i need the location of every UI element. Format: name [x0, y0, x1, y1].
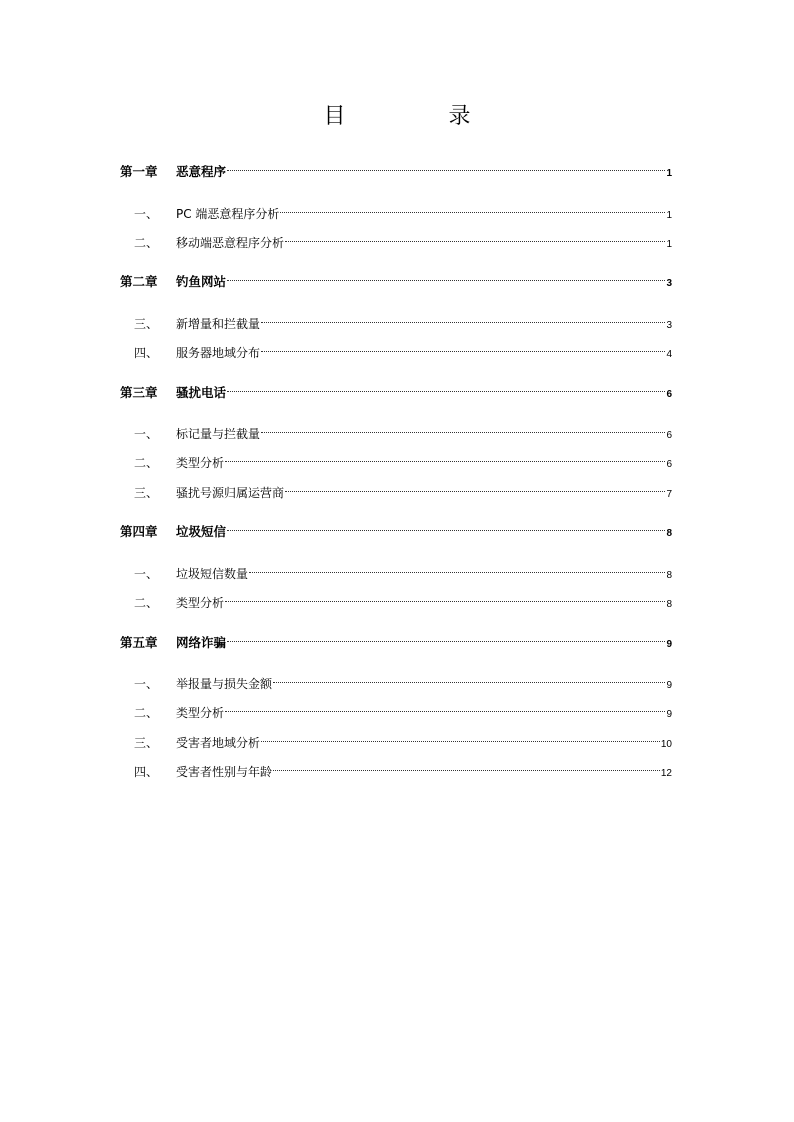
- toc-leader-dots: [285, 227, 665, 247]
- toc-leader-dots: [225, 447, 665, 467]
- toc-section-number: 四、: [134, 765, 159, 779]
- toc-leader-dots: [285, 477, 665, 497]
- toc-page-number: 9: [666, 709, 672, 720]
- toc-section[interactable]: [120, 337, 672, 360]
- toc-chapter-5[interactable]: [120, 627, 672, 650]
- toc-page-number: 6: [666, 430, 672, 441]
- toc-section-title: 类型分析: [176, 456, 225, 470]
- toc-section-title: 受害者性别与年龄: [176, 765, 273, 779]
- toc-chapter-3[interactable]: [120, 377, 672, 400]
- toc-leader-dots: [273, 668, 665, 688]
- toc-section-title: 类型分析: [176, 596, 225, 610]
- toc-chapter-title: 恶意程序: [176, 164, 227, 179]
- toc-section-title: 举报量与损失金额: [176, 677, 273, 691]
- toc-page-number: 3: [666, 278, 672, 289]
- toc-leader-dots: [227, 627, 665, 647]
- toc-section[interactable]: [120, 418, 672, 441]
- toc-leader-dots: [261, 308, 665, 328]
- toc-leader-dots: [227, 266, 665, 286]
- toc-section[interactable]: [120, 587, 672, 610]
- toc-leader-dots: [225, 697, 665, 717]
- toc-section-number: 二、: [134, 706, 159, 720]
- toc-chapter-title: 网络诈骗: [176, 635, 227, 650]
- toc-page-number: 1: [666, 168, 672, 179]
- toc-section-title: 类型分析: [176, 706, 225, 720]
- toc-leader-dots: [261, 418, 665, 438]
- toc-chapter-2[interactable]: [120, 266, 672, 289]
- page-title: 目 录: [323, 104, 519, 129]
- toc-section[interactable]: [120, 756, 672, 779]
- toc-leader-dots: [227, 377, 665, 397]
- toc-leader-dots: [227, 156, 665, 176]
- toc-section[interactable]: [120, 697, 672, 720]
- toc-chapter-4[interactable]: [120, 516, 672, 539]
- toc-section-title: 移动端恶意程序分析: [176, 236, 285, 250]
- toc-page-number: 9: [666, 639, 672, 650]
- toc-leader-dots: [249, 558, 665, 578]
- toc-leader-dots: [280, 198, 665, 218]
- toc-leader-dots: [273, 756, 660, 776]
- toc-section[interactable]: [120, 447, 672, 470]
- toc-chapter-number: 第四章: [120, 524, 158, 539]
- toc-section-title: 标记量与拦截量: [176, 427, 261, 441]
- toc-chapter-number: 第五章: [120, 635, 158, 650]
- toc-leader-dots: [227, 516, 665, 536]
- toc-chapter-number: 第一章: [120, 164, 158, 179]
- toc-section-title: 服务器地域分布: [176, 346, 261, 360]
- toc-section[interactable]: [120, 477, 672, 500]
- toc-section-number: 四、: [134, 346, 159, 360]
- toc-page-number: 4: [666, 349, 672, 360]
- toc-section-number: 二、: [134, 456, 159, 470]
- toc-section[interactable]: [120, 668, 672, 691]
- toc-page-number: 8: [666, 599, 672, 610]
- toc-page-number: 6: [666, 389, 672, 400]
- toc-page-number: 9: [666, 680, 672, 691]
- toc-section-number: 一、: [134, 427, 159, 441]
- toc-leader-dots: [261, 337, 665, 357]
- toc-page-number: 7: [666, 489, 672, 500]
- toc-section-number: 二、: [134, 596, 159, 610]
- toc-section[interactable]: [120, 558, 672, 581]
- toc-page-number: 3: [666, 320, 672, 331]
- toc-section[interactable]: [120, 227, 672, 250]
- toc-chapter-1[interactable]: [120, 156, 672, 179]
- toc-section-number: 三、: [134, 486, 159, 500]
- toc-section-number: 二、: [134, 236, 159, 250]
- toc-page-number: 6: [666, 459, 672, 470]
- toc-section-number: 一、: [134, 567, 159, 581]
- toc-page-number: 12: [660, 768, 672, 779]
- toc-chapter-title: 骚扰电话: [176, 385, 227, 400]
- toc-chapter-title: 钓鱼网站: [176, 274, 227, 289]
- toc-page-number: 8: [666, 528, 672, 539]
- toc-page-number: 1: [666, 239, 672, 250]
- toc-chapter-number: 第三章: [120, 385, 158, 400]
- toc-section[interactable]: [120, 198, 672, 221]
- toc-section-number: 一、: [134, 207, 159, 221]
- toc-section-title: 受害者地域分析: [176, 736, 261, 750]
- toc-section-number: 一、: [134, 677, 159, 691]
- toc-section[interactable]: [120, 308, 672, 331]
- toc-page-number: 10: [660, 739, 672, 750]
- toc-section[interactable]: [120, 727, 672, 750]
- toc-section-number: 三、: [134, 736, 159, 750]
- toc-chapter-title: 垃圾短信: [176, 524, 227, 539]
- toc-section-title: PC 端恶意程序分析: [176, 207, 280, 221]
- toc-leader-dots: [261, 727, 660, 747]
- toc-page-number: 1: [666, 210, 672, 221]
- toc-page-number: 8: [666, 570, 672, 581]
- toc-leader-dots: [225, 587, 665, 607]
- toc-section-title: 垃圾短信数量: [176, 567, 249, 581]
- toc-section-number: 三、: [134, 317, 159, 331]
- toc-chapter-number: 第二章: [120, 274, 158, 289]
- toc-section-title: 新增量和拦截量: [176, 317, 261, 331]
- toc-section-title: 骚扰号源归属运营商: [176, 486, 285, 500]
